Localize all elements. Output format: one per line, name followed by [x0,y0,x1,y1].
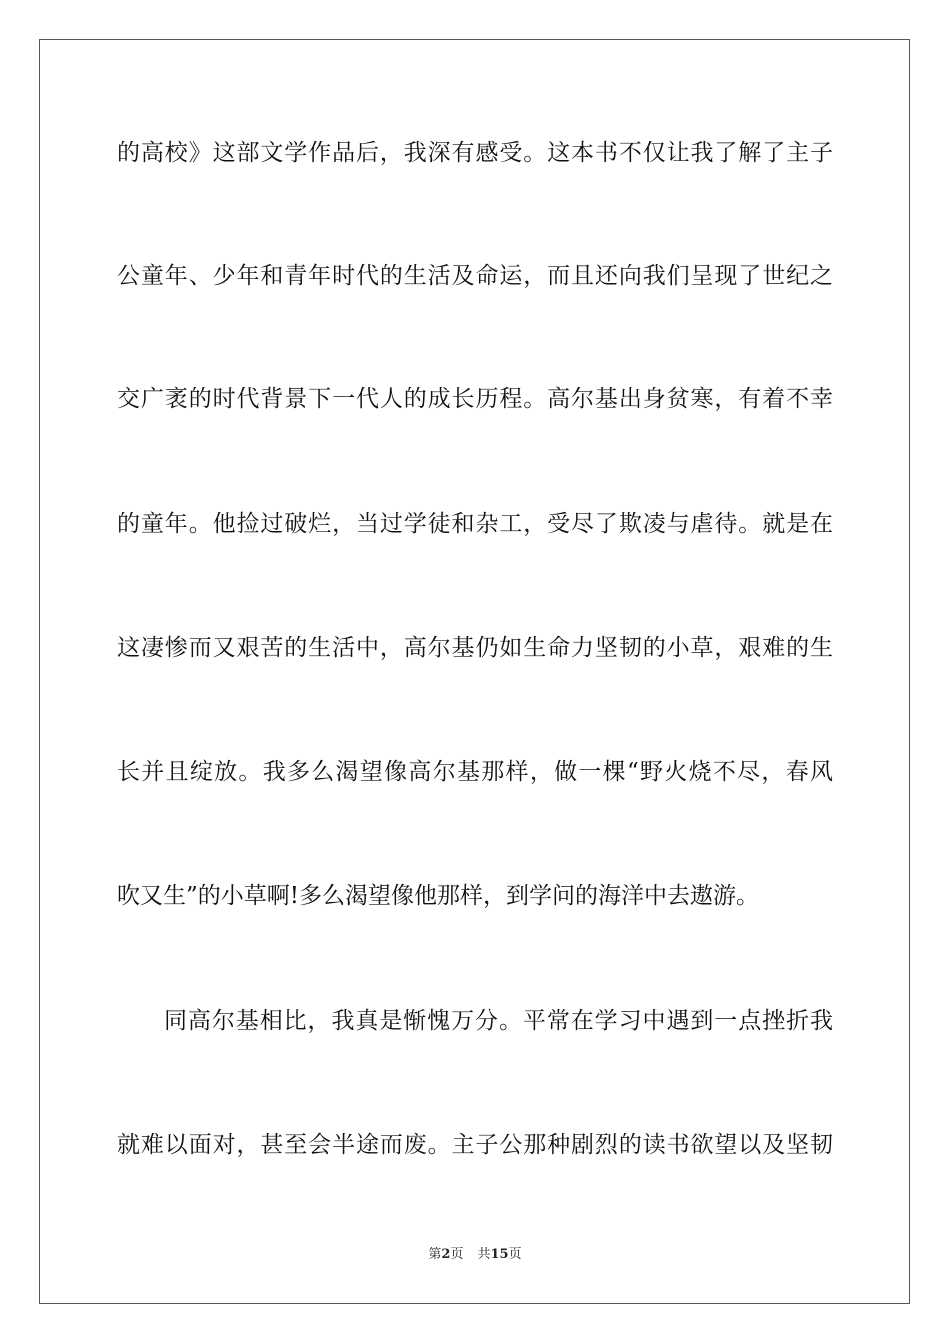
body-line-7: 吹又生”的小草啊!多么渴望像他那样，到学问的海洋中去遨游。 [117,883,760,909]
footer-page-suffix: 页 [450,1247,464,1262]
footer-page-prefix: 第 [428,1247,442,1262]
body-line-5: 这凄惨而又艰苦的生活中，高尔基仍如生命力坚韧的小草，艰难的生 [117,635,833,661]
body-line-4: 的童年。他捡过破烂，当过学徒和杂工，受尽了欺凌与虐待。就是在 [117,511,833,537]
footer-page-number: 2 [441,1247,451,1262]
page-footer [0,1246,950,1264]
body-line-8: 同高尔基相比，我真是惭愧万分。平常在学习中遇到一点挫折我 [164,1008,833,1034]
body-line-6: 长并且绽放。我多么渴望像高尔基那样，做一棵“野火烧不尽，春风 [117,759,833,785]
footer-total-pages: 15 [490,1247,509,1262]
body-line-9: 就难以面对，甚至会半途而废。主子公那种剧烈的读书欲望以及坚韧 [117,1132,833,1158]
body-line-2: 公童年、少年和青年时代的生活及命运，而且还向我们呈现了世纪之 [117,263,833,289]
footer-total-prefix: 共 [477,1247,491,1262]
page-border [39,39,910,1304]
body-line-1: 的高校》这部文学作品后，我深有感受。这本书不仅让我了解了主子 [117,140,833,166]
body-line-3: 交广袤的时代背景下一代人的成长历程。高尔基出身贫寒，有着不幸 [117,386,833,412]
footer-total-suffix: 页 [508,1247,522,1262]
